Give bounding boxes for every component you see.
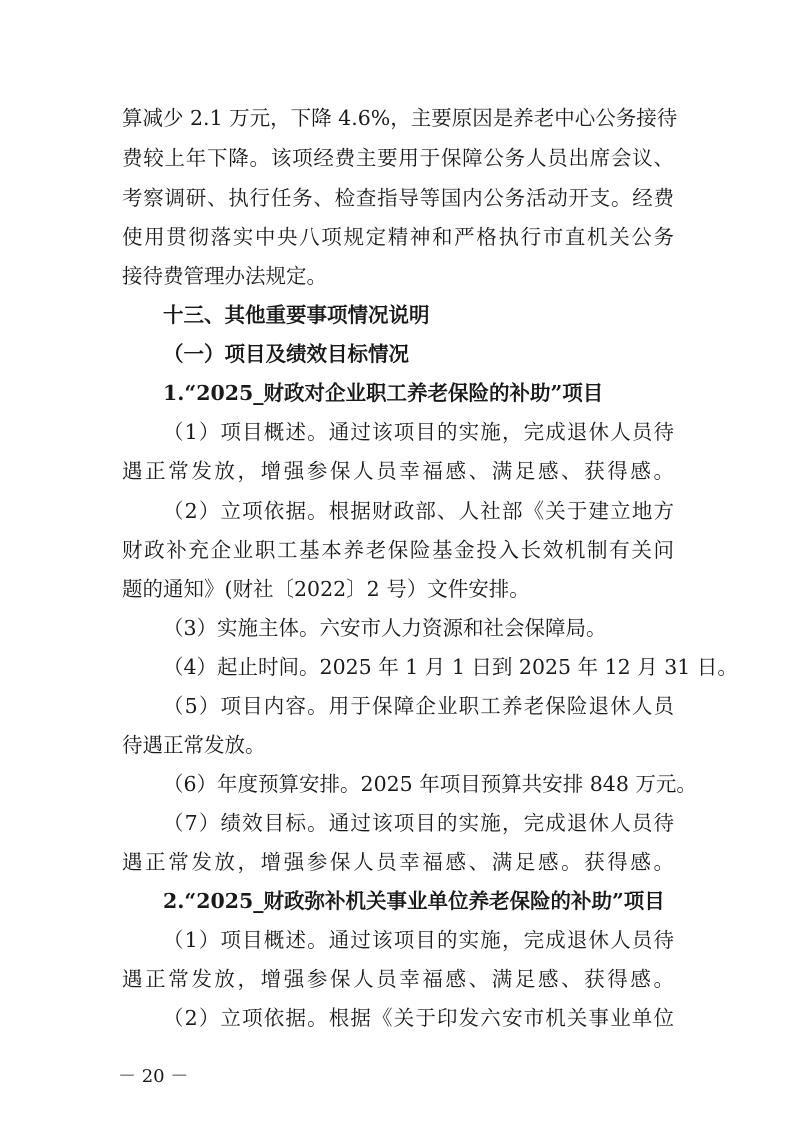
paragraph-line: （4）起止时间。2025 年 1 月 1 日到 2025 年 12 月 31 日。 <box>163 655 738 679</box>
paragraph-line: 考察调研、执行任务、检查指导等国内公务活动开支。经费 <box>122 186 674 210</box>
paragraph-line: （2）立项依据。根据《关于印发六安市机关事业单位 <box>163 1006 674 1030</box>
paragraph-line: （2）立项依据。根据财政部、人社部《关于建立地方 <box>163 499 674 523</box>
paragraph-line: 遇正常发放，增强参保人员幸福感、满足感、获得感。 <box>122 459 674 483</box>
paragraph-line: （1）项目概述。通过该项目的实施，完成退休人员待 <box>163 420 674 444</box>
section-heading: 十三、其他重要事项情况说明 <box>163 303 430 327</box>
paragraph-line: （3）实施主体。六安市人力资源和社会保障局。 <box>163 616 607 640</box>
paragraph-line: 待遇正常发放。 <box>122 733 266 757</box>
paragraph-line: （6）年度预算安排。2025 年项目预算共安排 848 万元。 <box>163 772 697 796</box>
project-heading: 1.“2025_财政对企业职工养老保险的补助”项目 <box>163 381 604 405</box>
paragraph-line: 使用贯彻落实中央八项规定精神和严格执行市直机关公务 <box>122 225 674 249</box>
paragraph-line: 接待费管理办法规定。 <box>122 264 327 288</box>
paragraph-line: 财政补充企业职工基本养老保险基金投入长效机制有关问 <box>122 538 674 562</box>
paragraph-line: 遇正常发放，增强参保人员幸福感、满足感。获得感。 <box>122 850 674 874</box>
page-number: － 20 － <box>118 1066 189 1087</box>
paragraph-line: 费较上年下降。该项经费主要用于保障公务人员出席会议、 <box>122 146 674 170</box>
paragraph-line: （1）项目概述。通过该项目的实施，完成退休人员待 <box>163 928 674 952</box>
paragraph-line: 题的通知》(财社〔2022〕2 号）文件安排。 <box>122 577 530 601</box>
paragraph-line: （7）绩效目标。通过该项目的实施，完成退休人员待 <box>163 811 674 835</box>
paragraph-line: 算减少 2.1 万元，下降 4.6%，主要原因是养老中心公务接待 <box>122 106 678 130</box>
subsection-heading: （一）项目及绩效目标情况 <box>163 342 409 366</box>
project-heading: 2.“2025_财政弥补机关事业单位养老保险的补助”项目 <box>163 889 665 913</box>
paragraph-line: 遇正常发放，增强参保人员幸福感、满足感、获得感。 <box>122 967 674 991</box>
paragraph-line: （5）项目内容。用于保障企业职工养老保险退休人员 <box>163 694 674 718</box>
